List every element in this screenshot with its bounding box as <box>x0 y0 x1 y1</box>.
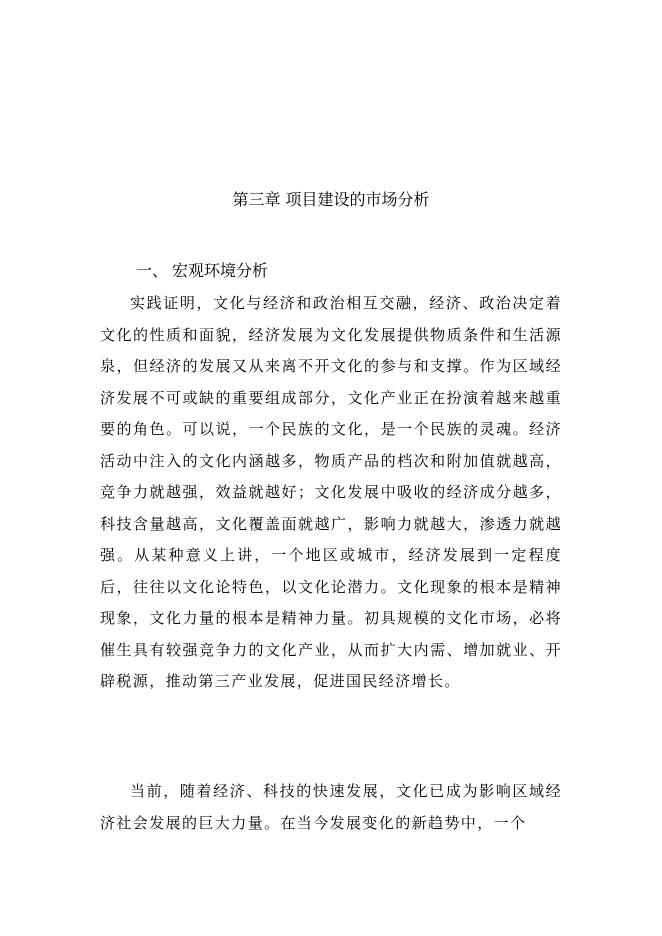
section-title: 宏观环境分析 <box>172 261 269 280</box>
section-number: 一、 <box>136 261 169 280</box>
body-paragraph: 实践证明，文化与经济和政治相互交融，经济、政治决定着文化的性质和面貌，经济发展为文化发展提供物质条件和生活源泉，但经济的发展又从来离不开文化的参与和支撑。作为区域经济发展不可或缺的重要组成部分，文化产业正在扮演着越来越重要的角色。可以说，一个民族的文化，是一个民族的灵魂。经济活动中注入的文化内涵越多，物质产品的档次和附加值就越高，竞争力就越强，效益就越好；文化发展中吸收的经济成分越多，科技含量越高，文化覆盖面就越广，影响力就越大，渗透力就越强。从某种意义上讲，一个地区或城市，经济发展到一定程度后，往往以文化论特色，以文化论潜力。文化现象的根本是精神现象，文化力量的根本是精神力量。初具规模的文化市场，必将催生具有较强竞争力的文化产业，从而扩大内需、增加就业、开辟税源，推动第三产业发展，促进国民经济增长。 <box>100 294 562 690</box>
chapter-title: 第三章 项目建设的市场分析 <box>232 190 430 209</box>
body-paragraph: 当前，随着经济、科技的快速发展，文化已成为影响区域经济社会发展的巨大力量。在当今发展变化的新趋势中，一个 <box>100 782 562 832</box>
section-heading <box>136 257 268 285</box>
